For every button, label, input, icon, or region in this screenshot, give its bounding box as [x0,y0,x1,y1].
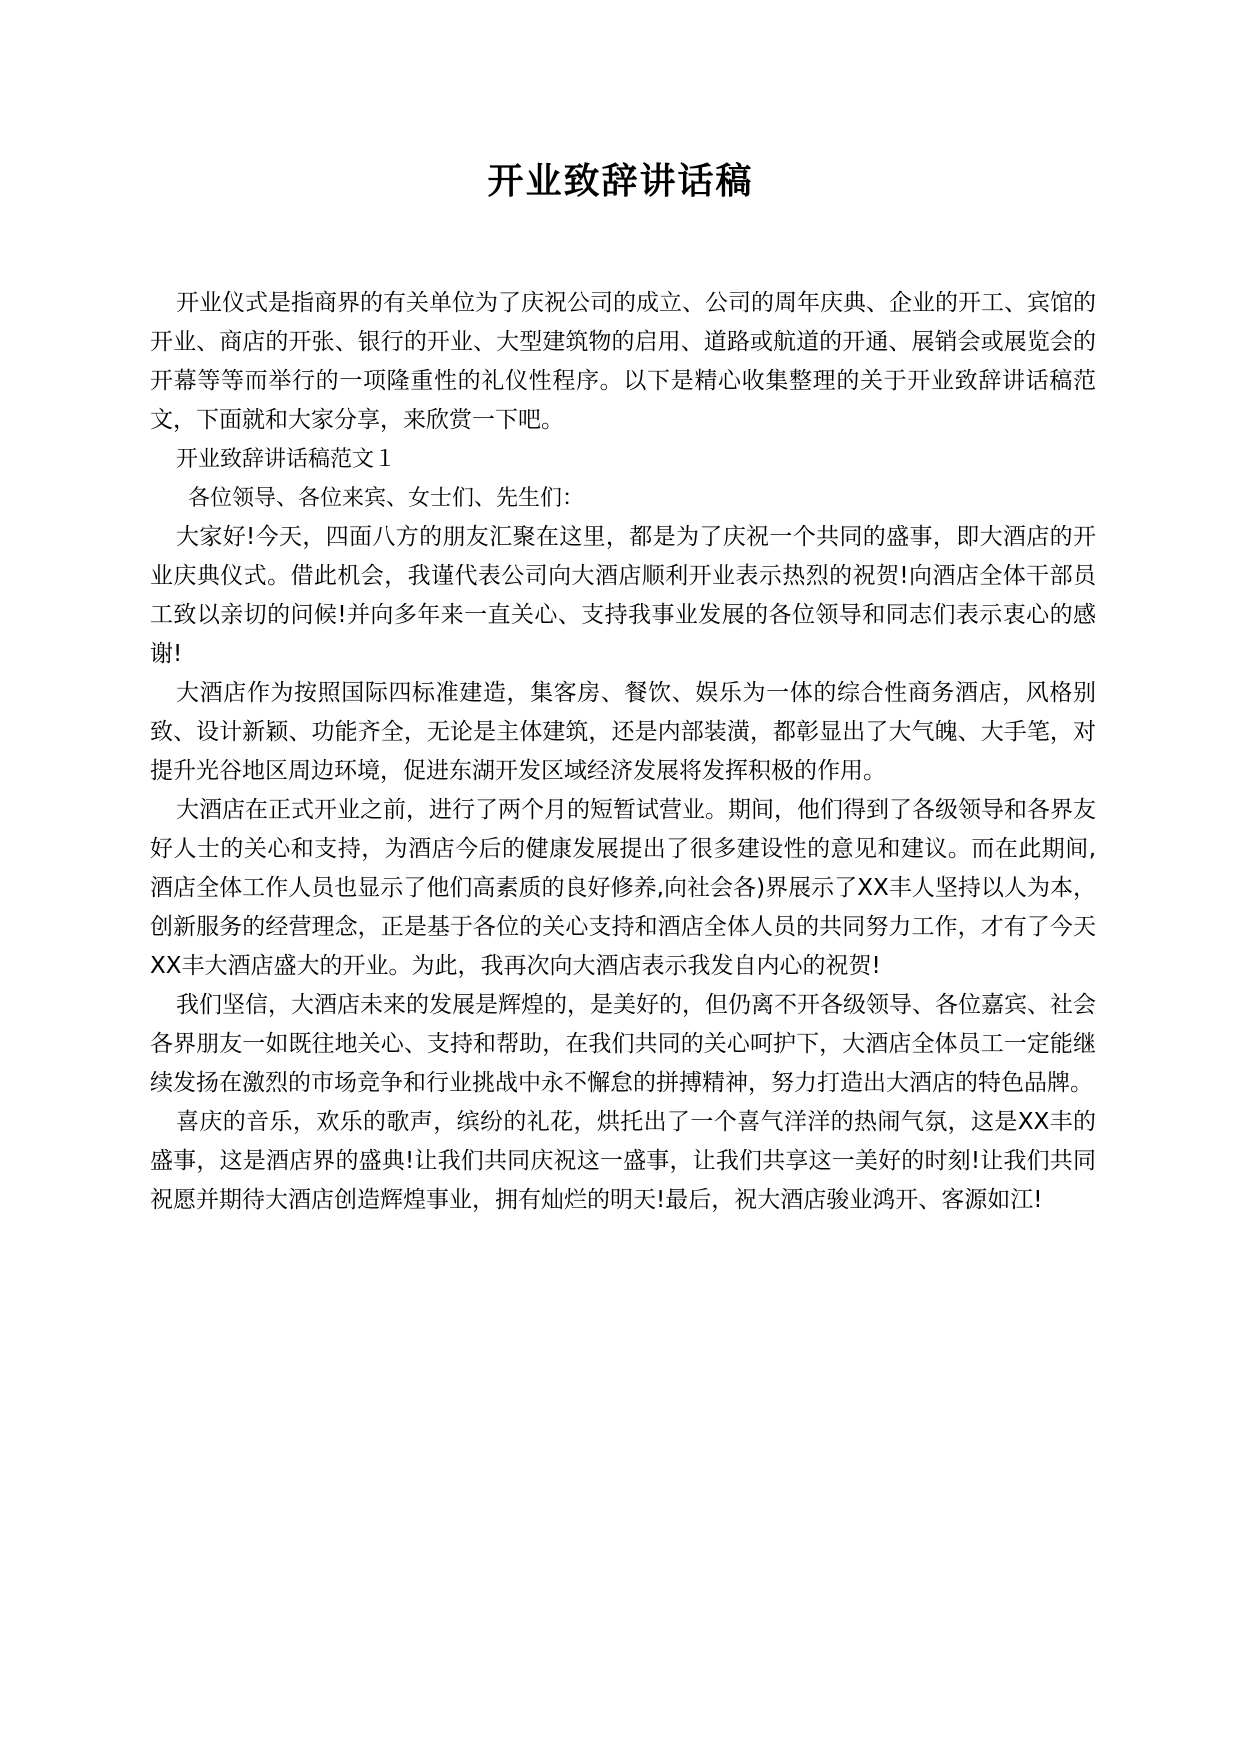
section-heading: 开业致辞讲话稿范文１ [176,447,397,472]
document-body [150,284,1096,1220]
body-paragraph: 大酒店作为按照国际四标准建造，集客房、餐饮、娱乐为一体的综合性商务酒店，风格别致、设计新颖、功能齐全，无论是主体建筑，还是内部装潢，都彰显出了大气魄、大手笔，对提升光谷地区周边环境，促进东湖开发区域经济发展将发挥积极的作用。 [150,680,1096,784]
body-paragraph: 喜庆的音乐，欢乐的歌声，缤纷的礼花，烘托出了一个喜气洋洋的热闹气氛，这是XX丰的盛事，这是酒店界的盛典!让我们共同庆祝这一盛事，让我们共享这一美好的时刻!让我们共同祝愿并期待大酒店创造辉煌事业，拥有灿烂的明天!最后，祝大酒店骏业鸿开、客源如江! [150,1109,1096,1213]
body-paragraph: 我们坚信，大酒店未来的发展是辉煌的，是美好的，但仍离不开各级领导、各位嘉宾、社会各界朋友一如既往地关心、支持和帮助，在我们共同的关心呵护下，大酒店全体员工一定能继续发扬在激烈的市场竞争和行业挑战中永不懈怠的拼搏精神，努力打造出大酒店的特色品牌。 [150,992,1096,1096]
body-paragraph: 大家好!今天，四面八方的朋友汇聚在这里，都是为了庆祝一个共同的盛事，即大酒店的开业庆典仪式。借此机会，我谨代表公司向大酒店顺利开业表示热烈的祝贺!向酒店全体干部员工致以亲切的问候!并向多年来一直关心、支持我事业发展的各位领导和同志们表示衷心的感谢! [150,524,1096,667]
salutation: 各位领导、各位来宾、女士们、先生们： [188,486,585,511]
body-paragraph: 大酒店在正式开业之前，进行了两个月的短暂试营业。期间，他们得到了各级领导和各界友好人士的关心和支持，为酒店今后的健康发展提出了很多建设性的意见和建议。而在此期间,酒店全体工作人员也显示了他们高素质的良好修养,向社会各)界展示了XX丰人坚持以人为本，创新服务的经营理念，正是基于各位的关心支持和酒店全体人员的共同努力工作，才有了今天XX丰大酒店盛大的开业。为此，我再次向大酒店表示我发自内心的祝贺! [150,797,1096,979]
document-title: 开业致辞讲话稿 [487,161,754,202]
intro-paragraph: 开业仪式是指商界的有关单位为了庆祝公司的成立、公司的周年庆典、企业的开工、宾馆的开业、商店的开张、银行的开业、大型建筑物的启用、道路或航道的开通、展销会或展览会的开幕等等而举行的一项隆重性的礼仪性程序。以下是精心收集整理的关于开业致辞讲话稿范文，下面就和大家分享，来欣赏一下吧。 [150,290,1096,433]
